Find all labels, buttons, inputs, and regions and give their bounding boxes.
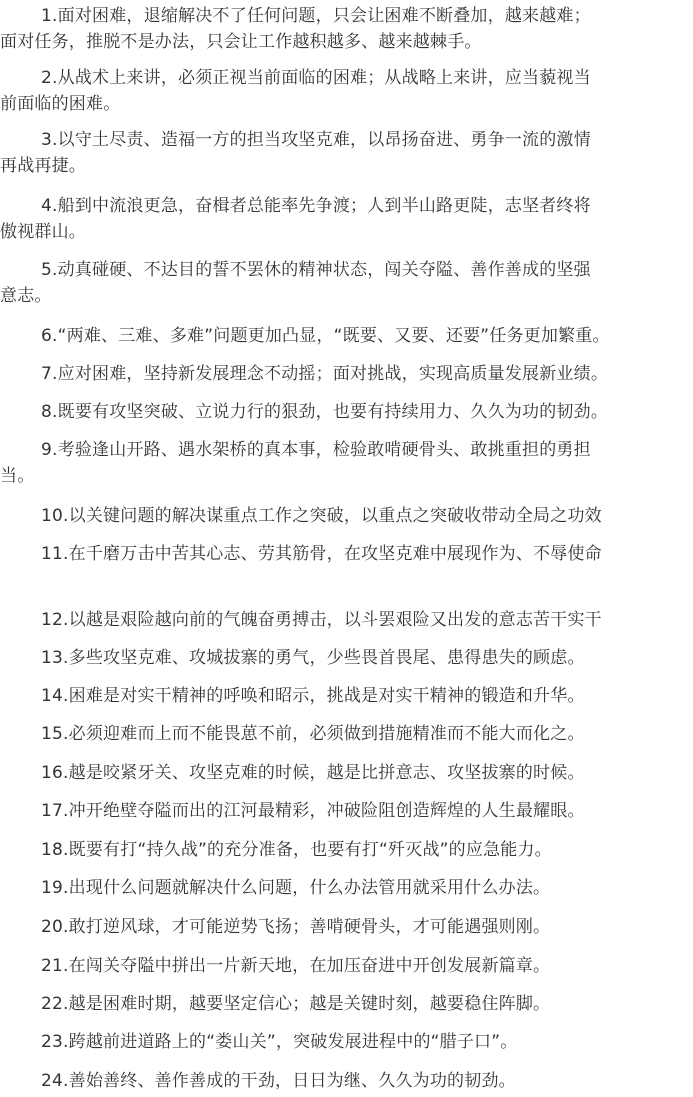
paragraph-line-1: 多些攻坚克难、攻城拔寨的勇气，少些畏首畏尾、患得患失的顾虑。: [68, 648, 585, 668]
paragraph-line-1: 从战术上来讲，必须正视当前面临的困难；从战略上来讲，应当藐视当: [57, 68, 591, 88]
paragraph-line-1: 应对困难，坚持新发展理念不动摇；面对挑战，实现高质量发展新业绩。: [57, 364, 609, 384]
paragraph-20: [0, 914, 693, 940]
paragraph-number: 10.: [41, 506, 69, 526]
paragraph-number: 17.: [41, 801, 69, 821]
paragraph-number: 8.: [41, 402, 58, 422]
paragraph-16: [0, 760, 693, 786]
paragraph-number: 6.: [41, 326, 58, 346]
paragraph-1: [0, 3, 693, 55]
paragraph-4: [0, 193, 693, 245]
paragraph-23: [0, 1029, 693, 1055]
paragraph-11: [0, 541, 693, 567]
paragraph-8: [0, 399, 693, 425]
paragraph-number: 9.: [41, 440, 58, 460]
paragraph-number: 3.: [41, 130, 58, 150]
paragraph-line-1: 必须迎难而上而不能畏葸不前，必须做到措施精准而不能大而化之。: [68, 724, 585, 744]
paragraph-7: [0, 361, 693, 387]
paragraph-24: [0, 1068, 693, 1094]
paragraph-number: 22.: [41, 994, 69, 1014]
paragraph-number: 1.: [41, 6, 58, 26]
paragraph-line-1: 动真碰硬、不达目的誓不罢休的精神状态，闯关夺隘、善作善成的坚强: [57, 260, 591, 280]
paragraph-line-1: 考验逢山开路、遇水架桥的真本事，检验敢啃硬骨头、敢挑重担的勇担: [57, 440, 591, 460]
paragraph-number: 4.: [41, 196, 58, 216]
paragraph-19: [0, 875, 693, 901]
paragraph-line-2: 前面临的困难。: [0, 94, 121, 114]
paragraph-number: 20.: [41, 917, 69, 937]
paragraph-14: [0, 683, 693, 709]
paragraph-line-1: 困难是对实干精神的呼唤和昭示，挑战是对实干精神的锻造和升华。: [68, 686, 585, 706]
paragraph-line-1: 越是困难时期，越要坚定信心；越是关键时刻，越要稳住阵脚。: [68, 994, 551, 1014]
paragraph-number: 14.: [41, 686, 69, 706]
paragraph-line-1: 以越是艰险越向前的气魄奋勇搏击，以斗罢艰险又出发的意志苦干实干: [68, 610, 602, 630]
paragraph-line-2: 当。: [0, 466, 35, 486]
paragraph-15: [0, 721, 693, 747]
paragraph-6: [0, 323, 693, 349]
paragraph-9: [0, 437, 693, 489]
paragraph-18: [0, 837, 693, 863]
paragraph-line-2: 再战再捷。: [0, 156, 86, 176]
paragraph-3: [0, 127, 693, 179]
paragraph-line-1: 善始善终、善作善成的干劲，日日为继、久久为功的韧劲。: [68, 1071, 516, 1091]
paragraph-17: [0, 798, 693, 824]
paragraph-2: [0, 65, 693, 117]
paragraph-22: [0, 991, 693, 1017]
paragraph-number: 11.: [41, 544, 69, 564]
paragraph-line-1: 既要有打“持久战”的充分准备，也要有打“歼灭战”的应急能力。: [68, 840, 552, 860]
paragraph-number: 23.: [41, 1032, 69, 1052]
paragraph-5: [0, 257, 693, 309]
paragraph-number: 19.: [41, 878, 69, 898]
paragraph-line-1: 敢打逆风球，才可能逆势飞扬；善啃硬骨头，才可能遇强则刚。: [68, 917, 551, 937]
paragraph-line-1: 船到中流浪更急，奋楫者总能率先争渡；人到半山路更陡，志坚者终将: [57, 196, 591, 216]
paragraph-number: 15.: [41, 724, 69, 744]
paragraph-line-1: 冲开绝壁夺隘而出的江河最精彩，冲破险阻创造辉煌的人生最耀眼。: [68, 801, 585, 821]
paragraph-line-1: 出现什么问题就解决什么问题，什么办法管用就采用什么办法。: [68, 878, 551, 898]
paragraph-number: 2.: [41, 68, 58, 88]
paragraph-line-1: 越是咬紧牙关、攻坚克难的时候，越是比拼意志、攻坚拔寨的时候。: [68, 763, 585, 783]
paragraph-line-1: 在闯关夺隘中拼出一片新天地，在加压奋进中开创发展新篇章。: [68, 956, 551, 976]
paragraph-number: 24.: [41, 1071, 69, 1091]
paragraph-21: [0, 953, 693, 979]
paragraph-number: 5.: [41, 260, 58, 280]
paragraph-line-2: 意志。: [0, 286, 52, 306]
paragraph-13: [0, 645, 693, 671]
paragraph-line-2: 面对任务，推脱不是办法，只会让工作越积越多、越来越棘手。: [0, 32, 482, 52]
paragraph-line-1: “两难、三难、多难”问题更加凸显，“既要、又要、还要”任务更加繁重。: [57, 326, 610, 346]
paragraph-number: 13.: [41, 648, 69, 668]
paragraph-12: [0, 607, 693, 633]
paragraph-line-1: 在千磨万击中苦其心志、劳其筋骨，在攻坚克难中展现作为、不辱使命: [68, 544, 602, 564]
paragraph-number: 7.: [41, 364, 58, 384]
paragraph-line-2: 傲视群山。: [0, 222, 86, 242]
paragraph-line-1: 面对困难，退缩解决不了任何问题，只会让困难不断叠加，越来越难；: [57, 6, 591, 26]
paragraph-line-1: 以守土尽责、造福一方的担当攻坚克难，以昂扬奋进、勇争一流的激情: [57, 130, 591, 150]
paragraph-line-1: 既要有攻坚突破、立说力行的狠劲，也要有持续用力、久久为功的韧劲。: [57, 402, 609, 422]
paragraph-number: 18.: [41, 840, 69, 860]
paragraph-number: 21.: [41, 956, 69, 976]
paragraph-line-1: 跨越前进道路上的“娄山关”，突破发展进程中的“腊子口”。: [68, 1032, 518, 1052]
paragraph-number: 12.: [41, 610, 69, 630]
paragraph-10: [0, 503, 693, 529]
paragraph-number: 16.: [41, 763, 69, 783]
paragraph-line-1: 以关键问题的解决谋重点工作之突破，以重点之突破收带动全局之功效: [68, 506, 602, 526]
